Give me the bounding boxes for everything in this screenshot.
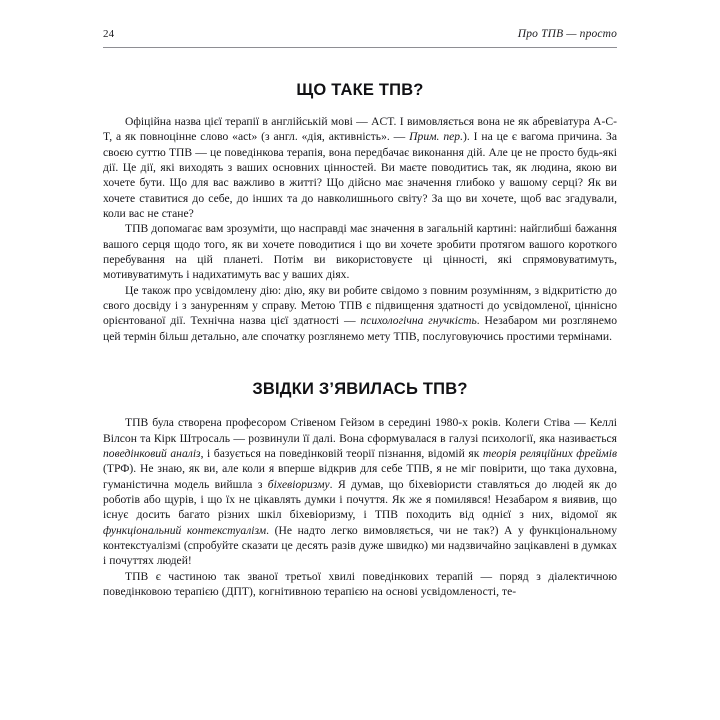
- header-divider: [103, 47, 617, 48]
- paragraph: Офіційна назва цієї терапії в англійській мові — ACT. І вимовляється вона не як абревіатура A-C-T, а як повноцінне слово «act» (з англ. «дія, активність». — Прим. пер.). І на це є вагома причина. За своєю суттю ТПВ — це поведінкова терапія, вона передбачає виконання дій. Але це не просто будь-які дії. Це дії, які виходять з ваших основних цінностей. Ви маєте поводитись так, як людина, якою ви хочете бути. Що для вас важливо в житті? Що дійсно має значення глибоко у вашому серці? Як ви хочете ставитися до себе, до інших та до навколишнього світу? За що ви хочете, щоб вас згадували, коли вас не стане?: [103, 115, 618, 221]
- page-number: 24: [103, 28, 115, 40]
- paragraph: Це також про усвідомлену дію: дію, яку ви робите свідомо з повним розумінням, з відкритістю до свого досвіду і з зануренням у справу. Метою ТПВ є підвищення здатності до усвідомленої, ціннісно орієнтованої дії. Технічна назва цієї здатності — психологічна гнучкість. Незабаром ми розглянемо цей термін більш детально, але спочатку розглянемо мету ТПВ, послуговуючись простими термінами.: [103, 283, 618, 343]
- section-body-1: [103, 114, 617, 344]
- paragraph: ТПВ допомагає вам зрозуміти, що насправді має значення в загальній картині: найглибші бажання вашого серця щодо того, як ви хочете поводитися і що ви хочете зробити протягом вашого короткого перебування на цій планеті. Потім ви використовуєте ці цінності, які спрямовуватимуть, мотивуватимуть і надихатимуть вас у ваших діях.: [103, 222, 617, 282]
- section-heading-1: ЩО ТАКЕ ТПВ?: [296, 81, 424, 99]
- section-body-2: [103, 415, 617, 599]
- page-content: [103, 28, 617, 599]
- paragraph: ТПВ є частиною так званої третьої хвилі поведінкових терапій — поряд з діалектичною поведінковою терапією (ДПТ), когнітивною терапією на основі усвідомленості, те-: [103, 569, 617, 598]
- section-heading-2: ЗВІДКИ З’ЯВИЛАСЬ ТПВ?: [252, 380, 468, 399]
- running-head-title: Про ТПВ — просто: [517, 28, 617, 40]
- running-header: [103, 28, 617, 45]
- paragraph: ТПВ була створена професором Стівеном Гейзом в середині 1980-х років. Колеги Стіва — Келлі Вілсон та Кірк Штросаль — розвинули її далі. Вона сформувалася в галузі психології, яка називається поведінковий аналіз, і базується на поведінковій теорії пізнання, відомій як теорія реляційних фреймів (ТРФ). Не знаю, як ви, але коли я вперше відкрив для себе ТПВ, я не міг повірити, що така духовна, гуманістична модель вийшла з біхевіоризму. Я думав, що біхевіористи ставляться до людей як до роботів або щурів, і що їх не цікавлять думки і почуття. Як же я помилявся! Незабаром я виявив, що існує досить багато різних шкіл біхевіоризму, і ТПВ походить від однієї з них, відомої як функціональний контекстуалізм. (Не надто легко вимовляється, чи не так?) А у функціональному контекстуалізмі (спробуйте сказати це десять разів дуже швидко) ми надзвичайно зацікавлені в думках і почуттях людей!: [103, 416, 618, 568]
